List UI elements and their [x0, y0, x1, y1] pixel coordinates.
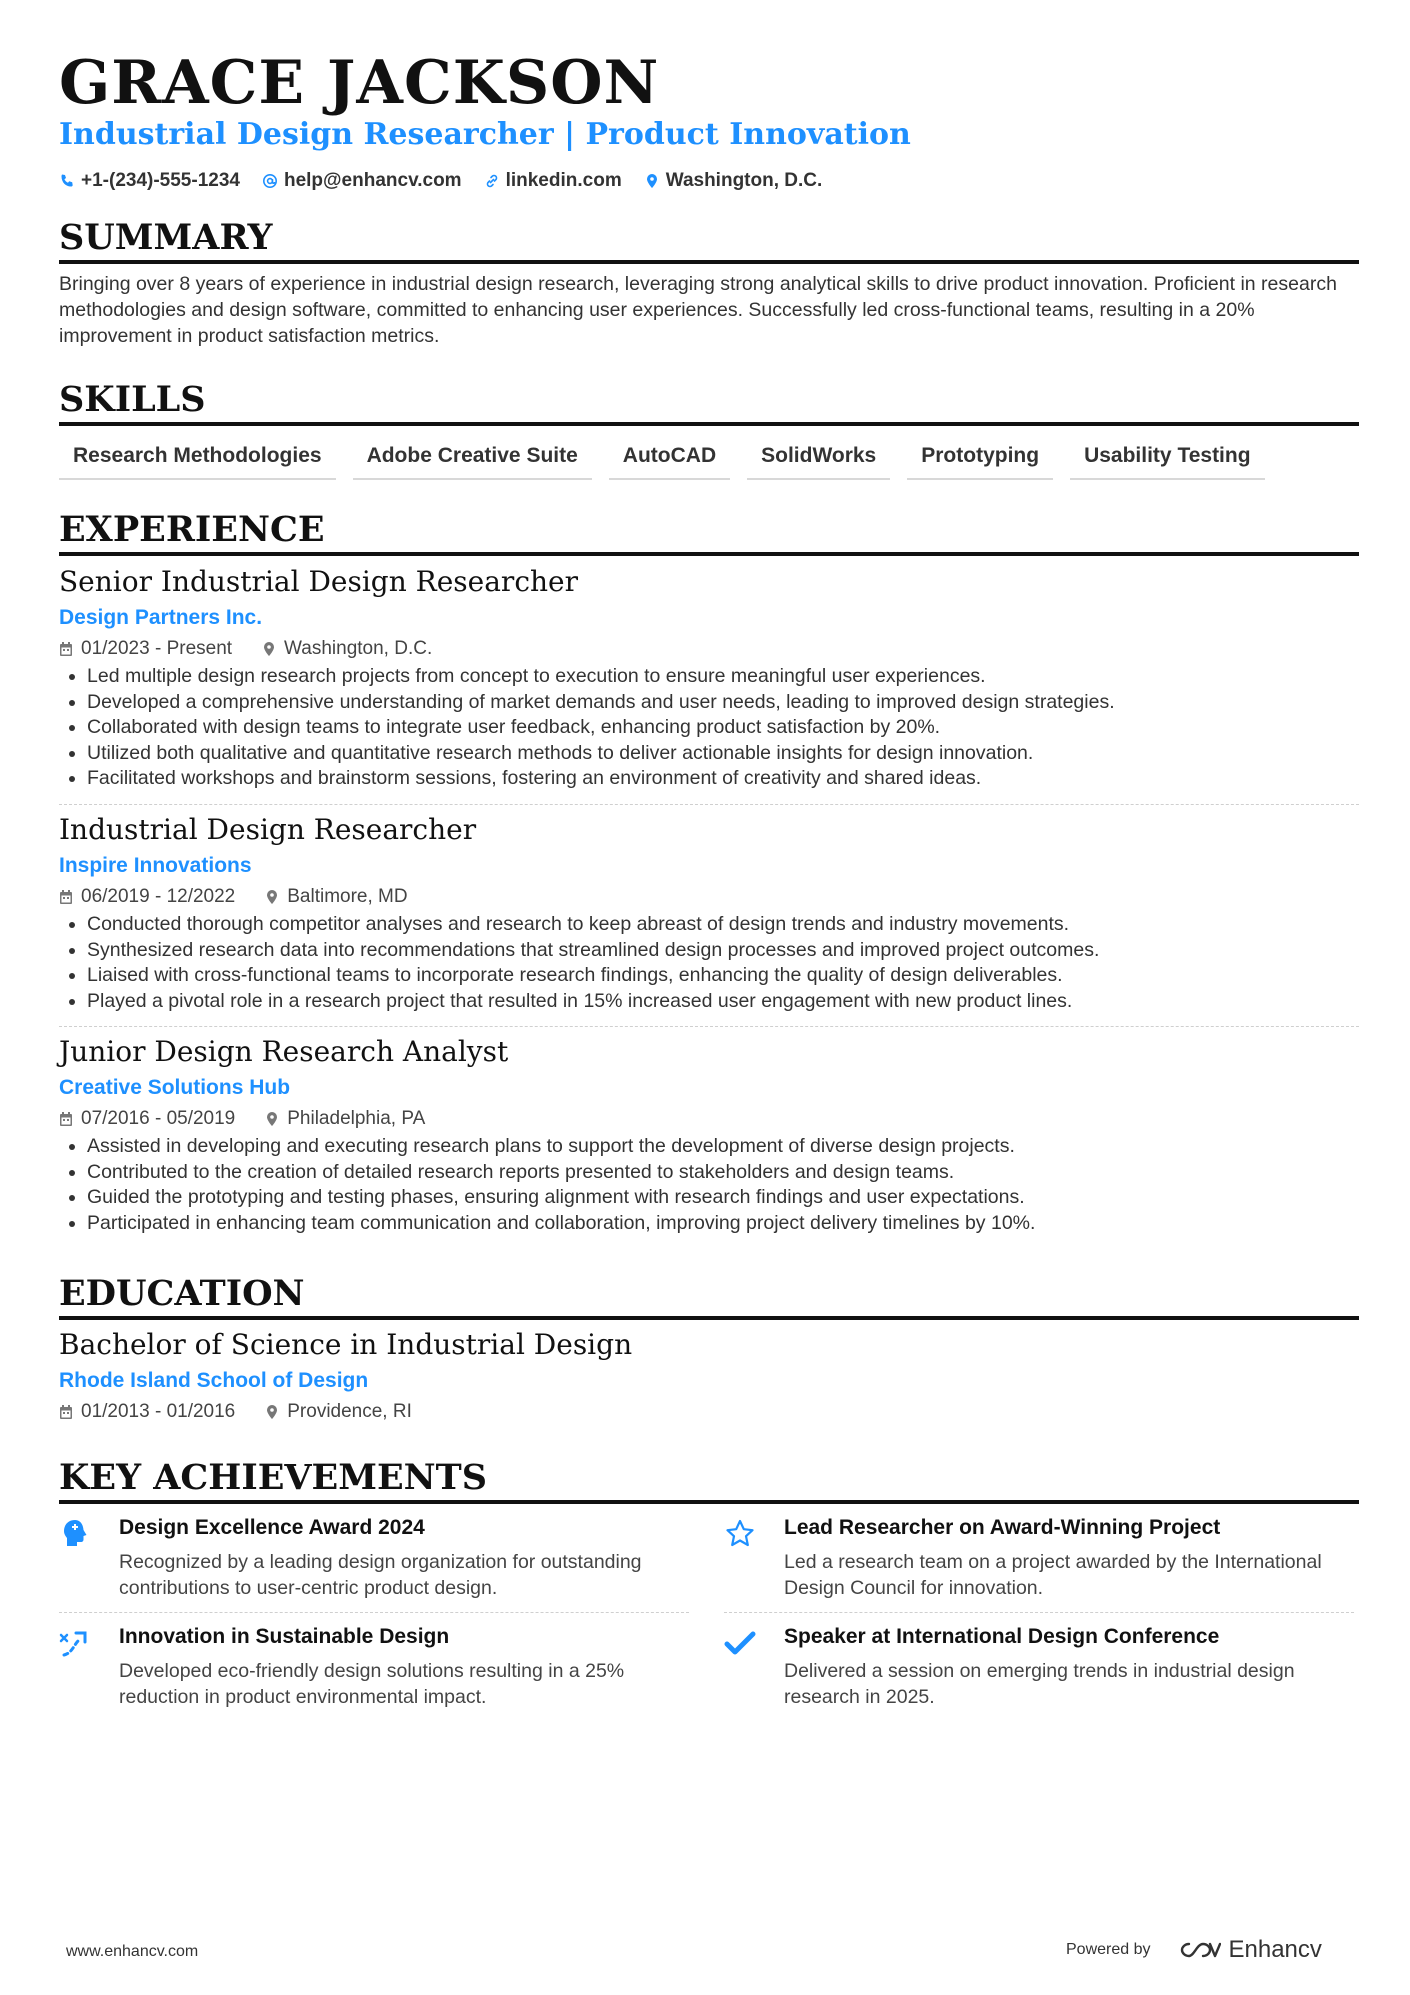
job-location — [262, 636, 432, 662]
location-text: Providence, RI — [287, 1401, 412, 1422]
check-icon — [724, 1627, 756, 1659]
calendar-icon — [59, 1404, 73, 1420]
brand-logo[interactable] — [1177, 1936, 1322, 1964]
job-dates — [59, 636, 232, 662]
job-bullets — [59, 664, 1359, 792]
star-icon — [724, 1518, 756, 1550]
education-meta — [59, 1399, 1359, 1425]
dates-text: 06/2019 - 12/2022 — [81, 886, 236, 907]
bullet-item: • Utilized both qualitative and quantitative research methods to deliver actionable insights for design innovation. — [87, 741, 1359, 767]
footer-website[interactable]: www.enhancv.com — [66, 1943, 199, 1960]
bullet-item: • Synthesized research data into recommendations that streamlined design processes and improved project outcomes. — [87, 938, 1359, 964]
skills-list — [59, 440, 1282, 480]
summary-heading: SUMMARY — [59, 218, 1359, 264]
contact-email[interactable] — [262, 170, 462, 192]
skill-tag: Research Methodologies — [59, 440, 336, 480]
skill-tag: Adobe Creative Suite — [353, 440, 592, 480]
headline: Industrial Design Researcher | Product Innovation — [59, 117, 911, 152]
job-location — [265, 1106, 425, 1132]
job-entry — [59, 1034, 1359, 1236]
skill-tag: Usability Testing — [1070, 440, 1264, 480]
achievements-heading: KEY ACHIEVEMENTS — [59, 1458, 1359, 1504]
divider — [59, 1612, 689, 1613]
job-dates — [59, 1106, 235, 1132]
skills-heading: SKILLS — [59, 380, 1359, 426]
location-text: Philadelphia, PA — [287, 1108, 426, 1129]
bullet-item: • Assisted in developing and executing research plans to support the development of diverse design projects. — [87, 1134, 1359, 1160]
head-icon — [59, 1518, 91, 1550]
bullet-item: • Guided the prototyping and testing phases, ensuring alignment with research findings and user expectations. — [87, 1185, 1359, 1211]
job-title: Industrial Design Researcher — [59, 813, 477, 846]
summary-text: Bringing over 8 years of experience in industrial design research, leveraging strong analytical skills to drive product innovation. Proficient in research methodologies and design software, committed to enhancing user experiences. Successfully led cross-functional teams, resulting in a 20% improvement in product satisfaction metrics. — [59, 273, 1337, 347]
experience-heading: EXPERIENCE — [59, 510, 1359, 556]
linkedin-text: linkedin.com — [505, 170, 622, 191]
divider — [59, 1026, 1359, 1027]
footer-brand — [1066, 1936, 1322, 1964]
map-pin-icon — [262, 641, 276, 657]
job-title: Junior Design Research Analyst — [59, 1035, 509, 1068]
bullet-item: • Played a pivotal role in a research project that resulted in 15% increased user engagement with new product lines. — [87, 989, 1359, 1015]
job-entry — [59, 564, 1359, 792]
school[interactable]: Rhode Island School of Design — [59, 1369, 369, 1392]
bullet-item: • Collaborated with design teams to integrate user feedback, enhancing product satisfaction by 20%. — [87, 715, 1359, 741]
dates-text: 01/2023 - Present — [81, 638, 233, 659]
map-pin-icon — [265, 889, 279, 905]
email-text: help@enhancv.com — [283, 170, 462, 191]
contact-linkedin[interactable] — [484, 170, 622, 192]
map-pin-icon — [644, 173, 660, 189]
dates-text: 01/2013 - 01/2016 — [81, 1401, 236, 1422]
divider — [724, 1612, 1354, 1613]
contact-phone[interactable] — [59, 170, 240, 192]
job-title: Senior Industrial Design Researcher — [59, 565, 578, 598]
location-text: Washington, D.C. — [665, 170, 823, 191]
education-heading: EDUCATION — [59, 1274, 1359, 1320]
education-entry — [59, 1327, 1359, 1425]
contact-bar — [59, 170, 822, 192]
job-meta — [59, 884, 1359, 910]
education-location — [265, 1399, 412, 1425]
bullet-item: • Conducted thorough competitor analyses and research to keep abreast of design trends and industry movements. — [87, 912, 1359, 938]
achievement-desc: Recognized by a leading design organization for outstanding contributions to user-centric product design. — [119, 1551, 642, 1599]
achievement-title: Speaker at International Design Conference — [784, 1625, 1220, 1648]
achievement-desc: Developed eco-friendly design solutions resulting in a 25% reduction in product environmental impact. — [119, 1660, 625, 1708]
job-bullets — [59, 1134, 1359, 1236]
brand-name: Enhancv — [1228, 1936, 1322, 1963]
skill-tag: Prototyping — [907, 440, 1053, 480]
achievement-title: Design Excellence Award 2024 — [119, 1516, 425, 1539]
job-dates — [59, 884, 235, 910]
map-pin-icon — [265, 1111, 279, 1127]
link-icon — [484, 173, 500, 189]
location-text: Baltimore, MD — [287, 886, 408, 907]
phone-icon — [59, 173, 75, 189]
location-text: Washington, D.C. — [284, 638, 433, 659]
job-company[interactable]: Creative Solutions Hub — [59, 1076, 291, 1099]
contact-location — [644, 170, 823, 192]
achievement-desc: Delivered a session on emerging trends in industrial design research in 2025. — [784, 1660, 1295, 1708]
achievement-title: Innovation in Sustainable Design — [119, 1625, 450, 1648]
bullet-item: • Participated in enhancing team communication and collaboration, improving project delivery timelines by 10%. — [87, 1211, 1359, 1237]
calendar-icon — [59, 889, 73, 905]
bullet-item: • Liaised with cross-functional teams to incorporate research findings, enhancing the quality of design deliverables. — [87, 963, 1359, 989]
job-entry — [59, 812, 1359, 1014]
job-bullets — [59, 912, 1359, 1014]
job-meta — [59, 636, 1359, 662]
bullet-item: • Led multiple design research projects from concept to execution to ensure meaningful user experiences. — [87, 664, 1359, 690]
job-location — [265, 884, 407, 910]
enhancv-logo-icon — [1177, 1938, 1221, 1962]
powered-by-label: Powered by — [1066, 1941, 1151, 1958]
calendar-icon — [59, 641, 73, 657]
at-icon — [262, 173, 278, 189]
job-company[interactable]: Inspire Innovations — [59, 854, 252, 877]
education-dates — [59, 1399, 235, 1425]
map-pin-icon — [265, 1404, 279, 1420]
candidate-name: GRACE JACKSON — [59, 48, 660, 118]
job-company[interactable]: Design Partners Inc. — [59, 606, 263, 629]
bullet-item: • Facilitated workshops and brainstorm sessions, fostering an environment of creativity and shared ideas. — [87, 766, 1359, 792]
divider — [59, 804, 1359, 805]
route-icon — [59, 1627, 91, 1659]
degree: Bachelor of Science in Industrial Design — [59, 1328, 633, 1361]
skill-tag: AutoCAD — [609, 440, 730, 480]
job-meta — [59, 1106, 1359, 1132]
achievement-desc: Led a research team on a project awarded by the International Design Council for innovation. — [784, 1551, 1322, 1599]
bullet-item: • Contributed to the creation of detailed research reports presented to stakeholders and design teams. — [87, 1160, 1359, 1186]
dates-text: 07/2016 - 05/2019 — [81, 1108, 236, 1129]
achievement-title: Lead Researcher on Award-Winning Project — [784, 1516, 1221, 1539]
calendar-icon — [59, 1111, 73, 1127]
phone-text: +1-(234)-555-1234 — [81, 170, 240, 191]
bullet-item: • Developed a comprehensive understanding of market demands and user needs, leading to improved design strategies. — [87, 690, 1359, 716]
skill-tag: SolidWorks — [747, 440, 890, 480]
